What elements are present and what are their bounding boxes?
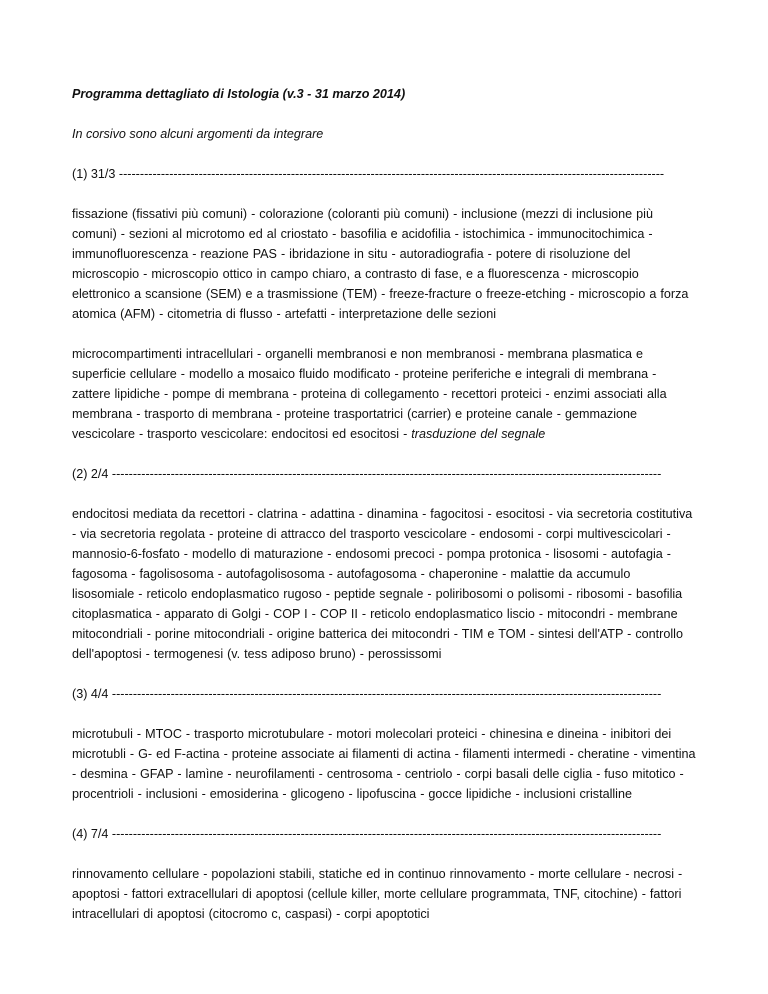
section-header-3: (3) 4/4 ----------------------------------------------------------------------------------------------------------------------------------- bbox=[72, 687, 662, 701]
section-4-paragraph-1: rinnovamento cellulare - popolazioni stabili, statiche ed in continuo rinnovamento - morte cellulare - necrosi - apoptosi - fattori extracellulari di apoptosi (cellule killer, morte cellulare programmata, TNF, citochine) - fattori intracellulari di apoptosi (citocromo c, caspasi) - corpi apoptotici bbox=[72, 867, 683, 921]
document-subtitle: In corsivo sono alcuni argomenti da integrare bbox=[72, 127, 324, 141]
section-1-paragraph-2 bbox=[72, 344, 696, 444]
section-2-paragraph-1: endocitosi mediata da recettori - clatrina - adattina - dinamina - fagocitosi - esocitosi - via secretoria costitutiva - via secretoria regolata - proteine di attracco del trasporto vescicolare - endosomi - corpi multivescicolari - mannosio-6-fosfato - modello di maturazione - endosomi precoci - pompa protonica - lisosomi - autofagia - fagosoma - fagolisosoma - autofagolisosoma - autofagosoma - chaperonine - malattie da accumulo lisosomiale - reticolo endoplasmatico rugoso - peptide segnale - poliribosomi o polisomi - ribosomi - basofilia citoplasmatica - apparato di Golgi - COP I - COP II - reticolo endoplasmatico liscio - mitocondri - membrane mitocondriali - porine mitocondriali - origine batterica dei mitocondri - TIM e TOM - sintesi dell'ATP - controllo dell'apoptosi - termogenesi (v. tess adiposo bruno) - perossissomi bbox=[72, 507, 693, 661]
section-header-2: (2) 2/4 ----------------------------------------------------------------------------------------------------------------------------------- bbox=[72, 467, 662, 481]
document-page bbox=[72, 84, 696, 944]
section-header-1: (1) 31/3 ---------------------------------------------------------------------------------------------------------------------------------- bbox=[72, 167, 665, 181]
section-3-paragraph-1: microtubuli - MTOC - trasporto microtubulare - motori molecolari proteici - chinesina e dineina - inibitori dei microtubli - G- ed F-actina - proteine associate ai filamenti di actina - filamenti intermedi - cheratine - vimentina - desmina - GFAP - lamìne - neurofilamenti - centrosoma - centriolo - corpi basali delle ciglia - fuso mitotico - procentrioli - inclusioni - emosiderina - glicogeno - lipofuscina - gocce lipidiche - inclusioni cristalline bbox=[72, 727, 696, 801]
section-1-paragraph-2-text: microcompartimenti intracellulari - organelli membranosi e non membranosi - membrana plasmatica e superficie cellulare - modello a mosaico fluido modificato - proteine periferiche e integrali di membrana - zattere lipidiche - pompe di membrana - proteina di collegamento - recettori proteici - enzimi associati alla membrana - trasporto di membrana - proteine trasportatrici (carrier) e proteine canale - gemmazione vescicolare - trasporto vescicolare: endocitosi ed esocitosi - bbox=[72, 347, 667, 441]
document-title: Programma dettagliato di Istologia (v.3 - 31 marzo 2014) bbox=[72, 87, 406, 101]
section-header-4: (4) 7/4 ----------------------------------------------------------------------------------------------------------------------------------- bbox=[72, 827, 662, 841]
section-1-paragraph-1: fissazione (fissativi più comuni) - colorazione (coloranti più comuni) - inclusione (mezzi di inclusione più comuni) - sezioni al microtomo ed al criostato - basofilia e acidofilia - istochimica - immunocitochimica - immunofluorescenza - reazione PAS - ibridazione in situ - autoradiografia - potere di risoluzione del microscopio - microscopio ottico in campo chiaro, a contrasto di fase, e a fluorescenza - microscopio elettronico a scansione (SEM) e a trasmissione (TEM) - freeze-fracture o freeze-etching - microscopio a forza atomica (AFM) - citometria di flusso - artefatti - interpretazione delle sezioni bbox=[72, 207, 689, 321]
section-1-italic-topic: trasduzione del segnale bbox=[411, 427, 546, 441]
